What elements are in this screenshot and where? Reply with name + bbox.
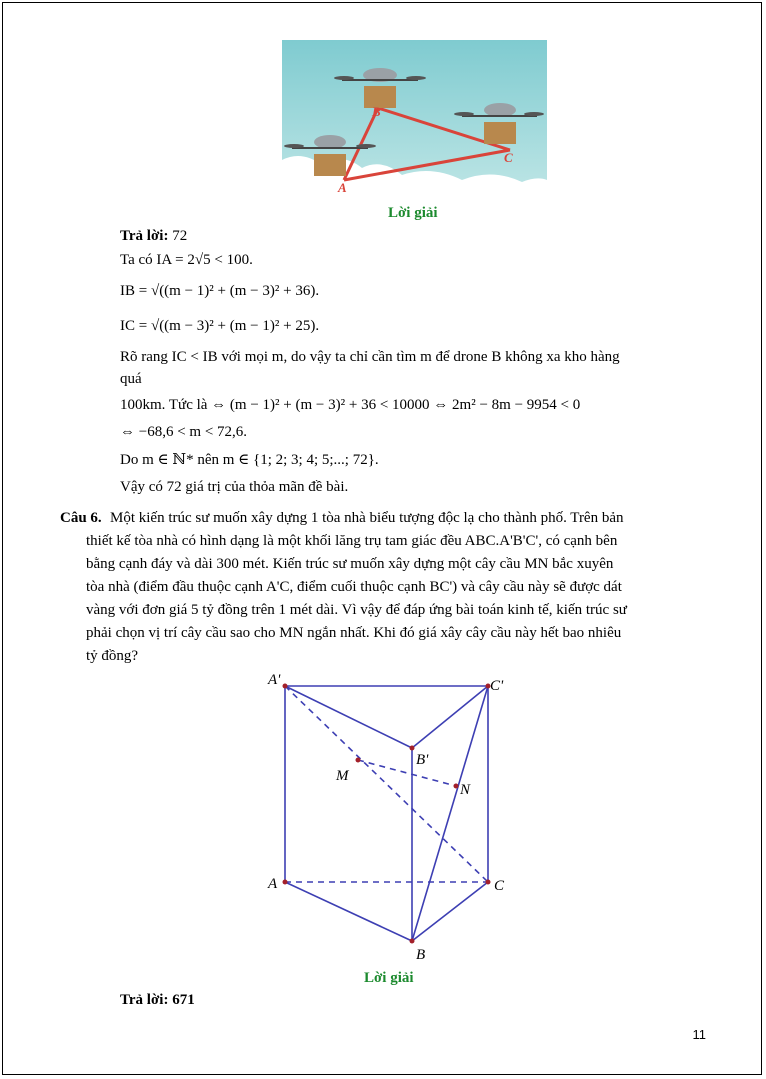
label-a: A: [268, 876, 278, 892]
q6-line-6: phải chọn vị trí cây cầu sao cho MN ngắn nhất. Khi đó giá xây cây cầu này hết bao nhiêu: [86, 625, 622, 641]
solution-heading-1: Lời giải: [388, 205, 438, 221]
label-a: A: [338, 180, 347, 195]
drone-figure: [282, 40, 547, 198]
q6-line-2: thiết kế tòa nhà có hình dạng là một khối lăng trụ tam giác đều ABC.A'B'C', có cạnh bên: [86, 533, 618, 549]
q6-line-3: bằng cạnh đáy và dài 300 mét. Kiến trúc sư muốn xây dựng một cây cầu MN bắc xuyên: [86, 556, 614, 572]
label-m: M: [336, 768, 349, 784]
answer-2: [120, 991, 195, 1009]
q6-line-5: vàng với đơn giá 5 tỷ đồng trên 1 mét dài. Vì vậy để đáp ứng bài toán kinh tế, kiến trúc sư: [86, 602, 627, 618]
answer-value-2: 671: [172, 992, 195, 1008]
label-c-prime: C': [490, 678, 504, 694]
q6-line-7: tỷ đồng?: [86, 648, 139, 664]
sol1-line-7: ⇔ −68,6 < m < 72,6.: [120, 424, 248, 440]
sol1-line-8: Do m ∈ ℕ* nên m ∈ {1; 2; 3; 4; 5;...; 72}.: [120, 452, 379, 468]
label-a-prime: A': [268, 672, 281, 688]
sol1-line-9: Vậy có 72 giá trị của thỏa mãn đề bài.: [120, 479, 349, 495]
solution-heading-2: Lời giải: [364, 970, 414, 986]
answer-label-2: Trả lời:: [120, 992, 169, 1008]
answer-1: [120, 227, 187, 245]
sol1-line-3: IC = √((m − 3)² + (m − 1)² + 25).: [120, 318, 320, 334]
prism-figure: [260, 668, 520, 964]
sol1-line-5: quá: [120, 371, 142, 387]
sol1-line-2: IB = √((m − 1)² + (m − 3)² + 36).: [120, 283, 320, 299]
answer-label: Trả lời:: [120, 228, 169, 244]
label-b: B: [372, 104, 381, 119]
answer-value: 72: [172, 228, 188, 244]
q6-line-1: Một kiến trúc sư muốn xây dựng 1 tòa nhà biểu tượng độc lạ cho thành phố. Trên bản: [110, 510, 624, 526]
page-number: 11: [692, 1027, 706, 1042]
sol1-line-4: Rõ rang IC < IB với mọi m, do vậy ta chỉ cần tìm m để drone B không xa kho hàng: [120, 349, 620, 365]
label-c: C: [504, 150, 513, 165]
sol1-line-1: Ta có IA = 2√5 < 100.: [120, 252, 253, 268]
label-c-point: C: [494, 878, 505, 894]
sol1-line-6: 100km. Tức là ⇔ (m − 1)² + (m − 3)² + 36 < 10000 ⇔ 2m² − 8m − 9954 < 0: [120, 397, 581, 413]
q6-line-4: tòa nhà (điểm đầu thuộc cạnh A'C, điểm cuối thuộc cạnh BC') và cây cầu này sẽ được dát: [86, 579, 622, 595]
label-n: N: [460, 782, 471, 798]
label-b-prime: B': [416, 752, 429, 768]
question-label: Câu 6.: [60, 510, 102, 526]
label-b-point: B: [416, 947, 426, 963]
